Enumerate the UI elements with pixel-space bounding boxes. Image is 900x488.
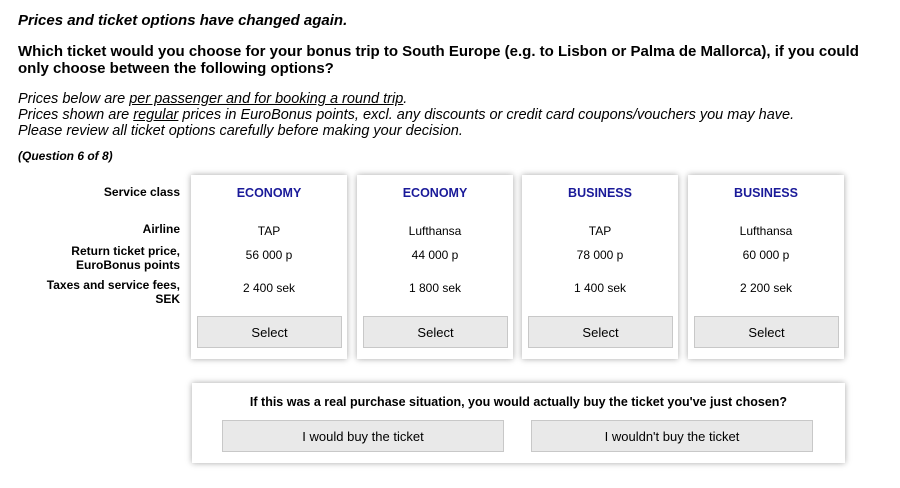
would-buy-button[interactable]: I would buy the ticket: [222, 420, 504, 452]
note2-prefix: Prices shown are: [18, 107, 134, 123]
would-not-buy-button[interactable]: I wouldn't buy the ticket: [531, 420, 813, 452]
ticket-price: 44 000 p: [411, 248, 459, 262]
airline: TAP: [588, 224, 612, 238]
label-service-class: Service class: [103, 185, 180, 199]
label-tax-line2: SEK: [155, 292, 180, 306]
label-price-line1: Return ticket price,: [71, 244, 180, 258]
ticket-price: 56 000 p: [245, 248, 293, 262]
purchase-intent-panel: [192, 383, 845, 463]
service-class: BUSINESS: [568, 186, 632, 200]
ticket-price: 78 000 p: [576, 248, 624, 262]
label-airline: Airline: [142, 222, 180, 236]
note1-prefix: Prices below are: [18, 91, 130, 107]
airline: Lufthansa: [739, 224, 793, 238]
question-text: Which ticket would you choose for your bonus trip to South Europe (e.g. to Lisbon or Palma de Mallorca), if you could only choose between the following options?: [18, 43, 859, 77]
service-class: BUSINESS: [734, 186, 798, 200]
label-tax-line1: Taxes and service fees,: [46, 278, 180, 292]
label-tax: [18, 278, 180, 306]
select-button-3[interactable]: Select: [528, 316, 673, 348]
intro-title: Prices and ticket options have changed again.: [18, 12, 348, 29]
note2-suffix: prices in EuroBonus points, excl. any discounts or credit card coupons/vouchers you may have.: [178, 107, 795, 123]
taxes-fees: 2 200 sek: [739, 281, 793, 295]
service-class: ECONOMY: [236, 186, 302, 200]
option-card-4: [688, 175, 844, 359]
label-price: [18, 244, 180, 272]
notes: [18, 91, 878, 139]
airline: TAP: [257, 224, 281, 238]
note2-underlined: regular: [133, 107, 179, 123]
option-card-2: [357, 175, 513, 359]
purchase-question: If this was a real purchase situation, you would actually buy the ticket you've just chosen?: [249, 395, 788, 409]
question-number: (Question 6 of 8): [18, 149, 113, 163]
taxes-fees: 1 400 sek: [573, 281, 627, 295]
label-price-line2: EuroBonus points: [76, 258, 180, 272]
select-button-4[interactable]: Select: [694, 316, 839, 348]
ticket-price: 60 000 p: [742, 248, 790, 262]
service-class: ECONOMY: [402, 186, 468, 200]
option-card-3: [522, 175, 678, 359]
airline: Lufthansa: [408, 224, 462, 238]
note1-suffix: .: [403, 91, 408, 107]
select-button-1[interactable]: Select: [197, 316, 342, 348]
note3: Please review all ticket options carefully before making your decision.: [18, 123, 463, 139]
note1-underlined: per passenger and for booking a round trip: [129, 91, 404, 107]
taxes-fees: 1 800 sek: [408, 281, 462, 295]
intro-section: [18, 12, 878, 163]
taxes-fees: 2 400 sek: [242, 281, 296, 295]
select-button-2[interactable]: Select: [363, 316, 508, 348]
option-card-1: [191, 175, 347, 359]
